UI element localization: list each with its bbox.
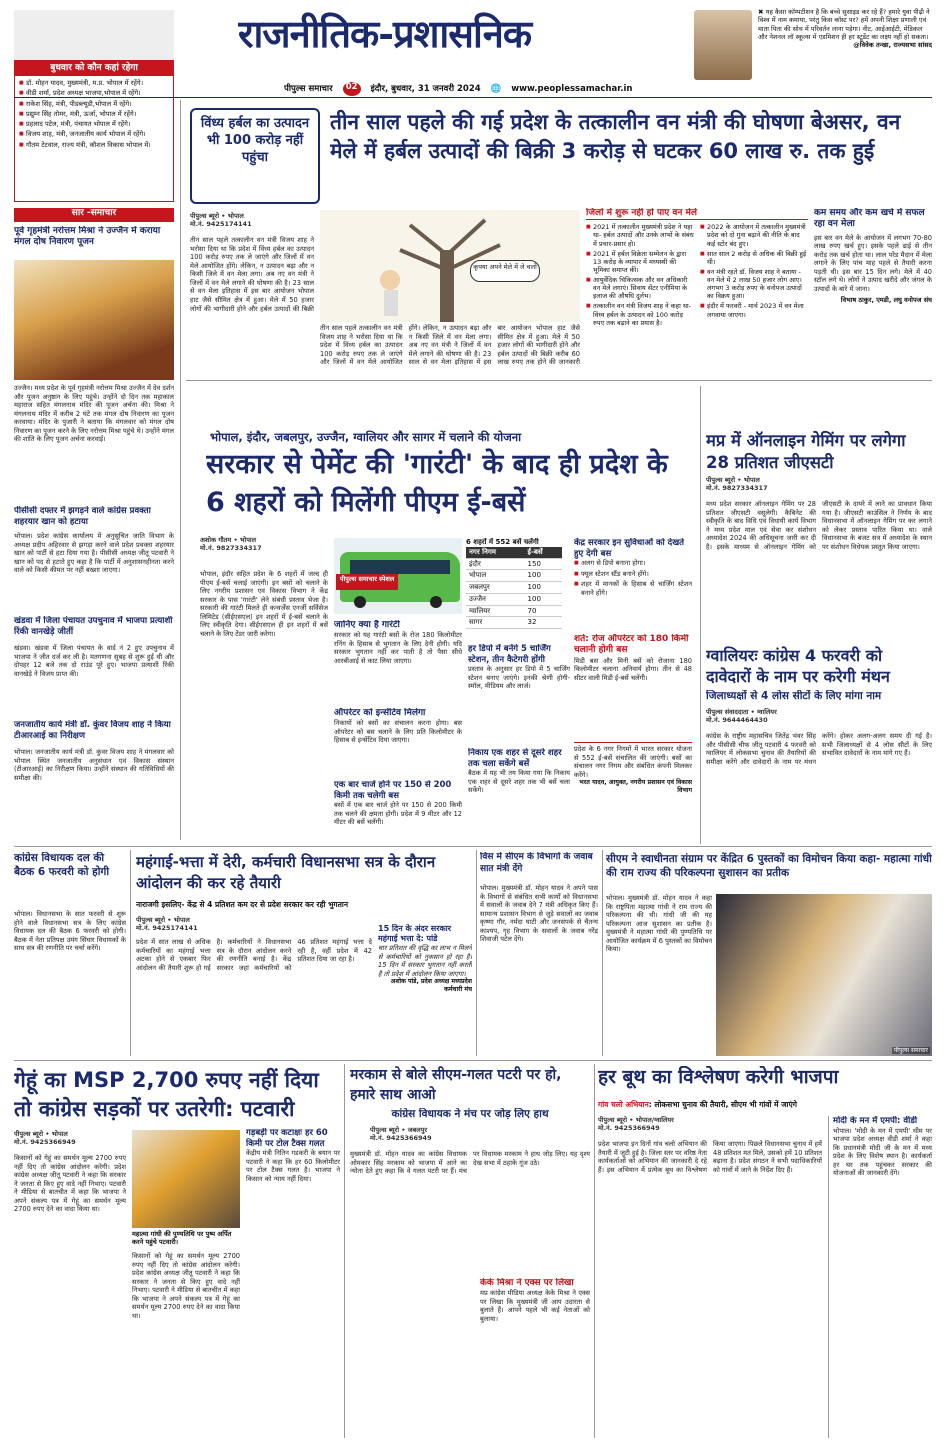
column-rule bbox=[130, 850, 131, 1056]
table-cell: 100 bbox=[525, 582, 562, 594]
facility-item: ■ अलग से डिपो बनाना होगा। bbox=[574, 559, 692, 568]
cong-meeting-body: भोपाल। विधानसभा के सात फरवरी से शुरू होने वाले विधानसभा सत्र के लिए कांग्रेस विधायक दल की बैठक 6 फरवरी को होगी। बैठक में नेता प्रतिपक्ष उमंग सिंघार विधायकों के साथ सत्र की रणनीति पर चर्चा करेंगे। bbox=[14, 910, 126, 953]
schedule-title: बुधवार को कौन कहां रहेगा bbox=[15, 61, 173, 76]
table-cell: सागर bbox=[466, 617, 525, 629]
wheat-byline: पीपुल्स ब्यूरो • भोपाल bbox=[14, 1130, 68, 1138]
minister-headline: विस में सीएम के विभागों के जवाब सात मंत्री देंगे bbox=[480, 852, 593, 874]
schedule-item: ■ गौतम टेटवाल, राज्य मंत्री, कौशल विकास भोपाल में। bbox=[19, 141, 169, 149]
markam-body: मुख्यमंत्री डॉ. मोहन यादव का कांग्रेस विधायक ओमकार सिंह मरकाम को भाजपा में आने का न्योता देते हुए कहा कि वे गलत पटरी पर हैं। मंच पर विधायक मरकाम ने हाथ जोड़ लिए। यह दृश्य देख सभा में ठहाके गूंज उठे। bbox=[350, 1150, 590, 1176]
gwalior-body: कांग्रेस के राष्ट्रीय महासचिव जितेंद्र भंवर सिंह और पीसीसी चीफ जीतू पटवारी 4 फरवरी को ग्वालियर में लोकसभा चुनाव की तैयारियों की समीक्षा करेंगे और दावेदारों के नाम पर मंथन करेंगे। होकर अलग-अलग समय दी गई है। सभी जिलाध्यक्षों से 4 लोस सीटों के लिए संभावित दावेदारों के नाम मांगे गए हैं। bbox=[706, 732, 932, 766]
booth-box bbox=[828, 1116, 932, 1438]
charge-heading: एक बार चार्ज होने पर 150 से 200 किमी तक चलेगी बस bbox=[334, 780, 452, 801]
condition-heading: शर्त: रोज ऑपरेटर को 180 किमी चलानी होगी बस bbox=[574, 634, 689, 656]
lead-byline-box bbox=[190, 212, 310, 234]
da-byline-box bbox=[136, 916, 236, 936]
table-header: नगर निगम bbox=[466, 547, 525, 558]
bus-wheel bbox=[430, 596, 442, 608]
table-cell: 150 bbox=[525, 558, 562, 570]
table-cell: 32 bbox=[525, 617, 562, 629]
condition-body: मिडी बस और मिनी बसें को रोजाना 180 किलोमीटर चलाना अनिवार्य होगा। तीन से 48 सीटर वाली मिडी ई-बसें चलेंगी। bbox=[574, 656, 692, 682]
incentive-box bbox=[334, 708, 462, 778]
wheat-body: किसानों को गेहूं का समर्थन मूल्य 2700 रुपए नहीं दिए तो कांग्रेस आंदोलन करेगी। प्रदेश कांग्रेस अध्यक्ष जीतू पटवारी ने कहा कि सरकार ने जनता से किए हुए वादे नहीं निभाए। पटवारी ने मीडिया से बातचीत में कहा कि भाजपा ने अपने संकल्प पत्र में गेहूं का समर्थन मूल्य 2700 रुपए देने का वादा किया था। bbox=[14, 1154, 126, 1214]
ebus-body: भोपाल, इंदौर सहित प्रदेश के 6 शहरों में जल्द ही पीएम ई-बसें चलाई जाएंगी। इन बसों को चलाने के लिए नगरीय प्रशासन एवं विकास विभाग ने केंद्र सरकार के पास 'गारंटी' लेने संबंधी प्रस्ताव भेजा है। सरकारी की गारंटी मिलते ही कन्वर्जेंस एनर्जी सर्विसेज लिमिटेड (सीईएसएल) इन शहरों में ई-बसें चलाने के लिए स्वीकृति देगा। सीईएसएल ही इन शहरों में बसें चलाने के लिए टेंडर जारी करेगा। bbox=[200, 570, 328, 638]
gwalior-byline: पीपुल्स संवाददाता • ग्वालियर bbox=[706, 708, 777, 716]
wheat-headline: गेहूं का MSP 2,700 रुपए नहीं दिया तो कांग्रेस सड़कों पर उतरेगी: पटवारी bbox=[14, 1068, 319, 1121]
da-mobile: मो.नं. 9425174141 bbox=[136, 924, 198, 933]
gaming-byline: पीपुल्स ब्यूरो • भोपाल bbox=[706, 476, 760, 484]
dateline: इंदौर, बुधवार, 31 जनवरी 2024 bbox=[370, 83, 481, 94]
books-headline: सीएम ने स्वाधीनता संग्राम पर केंद्रित 6 पुस्तकों का विमोचन किया कहा- महात्मा गांधी की राम राज्य की परिकल्पना सुशासन का प्रतीक bbox=[606, 853, 932, 880]
booth-box-heading: मोदी के मन में एमपी: वीडी bbox=[833, 1116, 918, 1126]
lead-body-2: तीन साल पहले तत्कालीन वन मंत्री विजय शाह ने भरोसा दिया था कि प्रदेश में विंध्य हर्बल का उत्पादन 100 करोड़ रुपए तक ले जाएंगे और जिलों में वन मेले आयोजित होंगे। लेकिन, न उत्पादन बढ़ा और न किसी जिले में वन मेला लगा। अब नए वन मंत्री ने जिलों में वन मेले लगाने की घोषणा की है। 23 साल से वन मेला इतिहास में इस बार आयोजन भोपाल हाट जैसे सीमित क्षेत्र में हुआ। मेले में 50 हजार लोगों की भागीदारी होने और हर्बल उत्पादों की बिक्री करीब 60 लाख रुपए तक होने की जानकारी bbox=[320, 324, 580, 367]
brief1-body: उज्जैन। मध्य प्रदेश के पूर्व गृहमंत्री नरोत्तम मिश्रा उज्जैन में देव दर्शन और पूजन अनुष्ठान के लिए पहुंचे। उन्होंने दो दिन तक महाकाल महाराज सहित मंगलनाथ मंदिर की पूजन अर्चना की। मिश्रा ने मंगलनाथ मंदिर में करीब 2 घंटे तक मंगल दोष निवारण का पूजन करवाया। मंदिर के पुजारी ने बताया कि मंगलवार को मंगल दोष निवारण का पूजन करने के लिए नरोत्तम मिश्रा पहुंचे थे। उन्होंने मंगल की शांति के लिए पूजन अर्चना करवाई। bbox=[14, 384, 174, 444]
markam-box bbox=[480, 1278, 590, 1398]
side-body: इस बार वन मेले के आयोजन में लगभग 70-80 लाख रुपए खर्च हुए। इसके पहले ढाई से तीन करोड़ तक खर्च होता था। लाल परेड मैदान में मेला लगाने के लिए पांच माह पहले से तैयारी करना पड़ती थी। इस बार 15 दिन लगे। मेले में 40 स्टॉल लगे थे। लोगों ने उत्पाद खरीदे और जंगल के उत्पादों के बारे में जाना। bbox=[814, 233, 932, 293]
intercity-body: बैठक में यह भी तय किया गया कि निकाय एक शहर से दूसरे शहर तक भी बसें चला सकेंगे। bbox=[468, 769, 570, 795]
facility-item: ■ शहर में मानकों के हिसाब से चार्जिंग स्टेशन बनाने होंगे। bbox=[574, 580, 692, 597]
bus-wheel bbox=[354, 596, 366, 608]
special-label: पीपुल्स समाचार स्पेशल bbox=[336, 574, 398, 590]
gaming-headline: मप्र में ऑनलाइन गेमिंग पर लगेगा 28 प्रतिशत जीएसटी bbox=[706, 431, 906, 472]
quote-text: यह कैसा कॉम्पटीशन है कि बच्चे सुसाइड कर रहे हैं? हमारे युवा पीढ़ी ने विश्व में नाम कमाया, परंतु किस कॉस्ट पर? हमें अपनी शिक्षा प्रणाली एवं माता पिता की सोच में परिवर्तन लाना पड़ेगा। नीट, आईआईटी, मेडिकल और नेशनल लॉ स्कूल्स में एडमिशन ही हर स्टूडेंट का लक्ष्य नहीं हो सकता। bbox=[758, 8, 930, 41]
brief4-headline: जनजातीय कार्य मंत्री डॉ. कुंवर विजय शाह ने किया टीआरआई का निरीक्षण bbox=[14, 720, 171, 741]
brief3-body: खंडवा। खंडवा में जिला पंचायत के वार्ड नं 2 हुए उपचुनाव में भाजपा ने जीत दर्ज कर ली है। मतगणना सुबह से शुरू हुई थी और दोपहर 12 बजे तक दो राउंड पूरे हुए। भाजपा प्रत्याशी रिंकी वानखेड़े ने विजय प्राप्त की। bbox=[14, 644, 174, 678]
books-photo bbox=[716, 894, 932, 1056]
lead-kicker: विंध्य हर्बल का उत्पादन भी 100 करोड़ नहीं पहुंचा bbox=[190, 108, 320, 204]
schedule-item: ■ प्रहलाद पटेल, मंत्री, पंचायत भोपाल में रहेंगे। bbox=[19, 120, 169, 128]
points-heading: जिलों में शुरू नहीं हो पाए वन मेले bbox=[586, 208, 808, 220]
column-rule bbox=[180, 100, 181, 840]
da-subhead: नाराजगी इसलिए- केंद्र से 4 प्रतिशत कम दर से प्रदेश सरकार कर रही भुगतान bbox=[136, 900, 349, 909]
markam-subhead: कांग्रेस विधायक ने मंच पर जोड़ लिए हाथ bbox=[391, 1108, 549, 1120]
website: www.peoplessamachar.in bbox=[511, 83, 633, 94]
gwalior-subhead: जिलाध्यक्षों से 4 लोस सीटों के लिए मांगा नाम bbox=[706, 690, 882, 702]
table-cell: भोपाल bbox=[466, 570, 525, 582]
depot-box bbox=[468, 644, 570, 746]
wheat-photo bbox=[132, 1130, 240, 1228]
ebus-table-box bbox=[466, 538, 562, 638]
minister-body: भोपाल। मुख्यमंत्री डॉ. मोहन यादव ने अपने पास के विभागों से संबंधित सभी कार्यों को विधानसभा में सवालों के जवाब देने 7 मंत्री अधिकृत किए हैं। सामान्य प्रशासन विभाग से जुड़े सवालों का जवाब कृष्णा गौर, नर्मदा घाटी और जनसंपर्क से चैतन्य काश्यप, गृह विभाग के सवालों के जवाब नरेंद्र शिवाजी पटेल देंगे। bbox=[480, 884, 598, 944]
condition-box bbox=[574, 634, 692, 738]
paper-name: पीपुल्स समाचार bbox=[284, 83, 333, 94]
brief3-headline: खंडवा में जिला पंचायत उपचुनाव में भाजपा प्रत्याशी रिंकी वानखेड़े जीतीं bbox=[14, 616, 173, 637]
saar-label: सार -समाचार bbox=[14, 208, 174, 222]
bus-windows bbox=[350, 560, 450, 574]
schedule-box bbox=[14, 60, 174, 202]
incentive-heading: ऑपरेटर को इन्सेंटिव मिलेगा bbox=[334, 708, 426, 718]
section-rule bbox=[186, 380, 932, 381]
brief2-body: भोपाल। प्रदेश कांग्रेस कार्यालय में अनुसूचित जाति विभाग के अध्यक्ष प्रदीप अहिरवार से झगड़ा करने वाले प्रदेश प्रवक्ता शहरयार खान को पार्टी से हटा दिया गया है। पीसीसी अध्यक्ष जीतू पटवारी ने खान को पद से हटाते हुए कहा है कि पार्टी में अनुशासनहीनता करने वाले को किसी कीमत पर नहीं बख्शा जाएगा। bbox=[14, 532, 174, 575]
brief4-body: भोपाल। जनजातीय कार्य मंत्री डॉ. कुंवर विजय शाह ने मंगलवार को भोपाल स्थित जनजातीय अनुसंधान एवं विकास संस्थान (टीआरआई) का निरीक्षण किया। उन्होंने संस्थान की गतिविधियों की समीक्षा की। bbox=[14, 748, 174, 782]
gwalior-mobile: मो.नं. 9644464430 bbox=[706, 716, 768, 725]
ebus-mobile: मो.नं. 9827334317 bbox=[200, 544, 262, 553]
booth-subhead: : लोकसभा चुनाव की तैयारी, सीएम भी गांवों में जाएंगे bbox=[648, 1100, 797, 1109]
wheat-photo-caption: महात्मा गांधी की पुण्यतिथि पर पुष्प अर्पित करने पहुंचे पटवारी। bbox=[132, 1230, 232, 1247]
ebus-byline-box bbox=[200, 536, 310, 558]
quote-author: @विवेक तन्खा, राज्यसभा सांसद bbox=[853, 41, 932, 50]
column-rule bbox=[700, 386, 701, 844]
markam-box-body: मप्र कांग्रेस मीडिया अध्यक्ष केके मिश्रा ने एक्स पर लिखा कि मुख्यमंत्री जी आप उदारता से बुलाते हैं। आपने पहले भी कई नेताओं को बुलाया। bbox=[480, 1289, 590, 1323]
table-cell: ग्वालियर bbox=[466, 605, 525, 617]
column-rule bbox=[476, 850, 477, 1056]
da-body: प्रदेश में सात लाख से अधिक कर्मचारियों का महंगाई भत्ता अटका होने से एकबार फिर आंदोलन की तैयारी शुरू हो गई है। कर्मचारियों ने विधानसभा सत्र के दौरान आंदोलन करने की रणनीति बनाई है। केंद्र सरकार जहां कर्मचारियों को 46 प्रतिशत महंगाई भत्ता दे रही है, वहीं प्रदेश में 42 प्रतिशत दिया जा रहा है। bbox=[136, 938, 372, 972]
side-signature: विभाष ठाकुर, एमडी, लघु वनोपज संघ bbox=[840, 296, 932, 305]
booth-subhead-label: गांव चलो अभियान bbox=[598, 1100, 649, 1109]
lead-side-box bbox=[814, 208, 932, 374]
books-body: भोपाल। मुख्यमंत्री डॉ. मोहन यादव ने कहा कि राष्ट्रपिता महात्मा गांधी ने राम राज्य की परिकल्पना की थी। गांधी जी की यह परिकल्पना आज सुशासन का प्रतीक है। मुख्यमंत्री ने महात्मा गांधी की पुण्यतिथि पर आयोजित कार्यक्रम में 6 पुस्तकों का विमोचन किया। bbox=[606, 894, 712, 954]
point-item: ■ इंदौर में फरवरी - मार्च 2023 में वन मेला लगवाया जाएगा। bbox=[700, 302, 808, 318]
lead-byline: पीपुल्स ब्यूरो • भोपाल bbox=[190, 212, 244, 220]
incentive-body: निकायों को बसों का संचालन करना होगा। बस ऑपरेटर को बस चलाने के लिए प्रति किलोमीटर के हिसाब से इन्सेंटिव दिया जाएगा। bbox=[334, 719, 462, 745]
point-item: ■ तत्कालीन वन मंत्री विजय शाह ने कहा था- विंध्य हर्बल के उत्पादन को 100 करोड़ रुपए तक बढ़ाने का प्रयास है। bbox=[586, 302, 694, 326]
booth-subhead-row bbox=[598, 1100, 932, 1112]
intercity-heading: निकाय एक शहर से दूसरे शहर तक चला सकेंगे बसें bbox=[468, 748, 562, 769]
lead-points-box bbox=[586, 208, 808, 374]
ebus-headline: सरकार से पेमेंट की 'गारंटी' के बाद ही प्रदेश के 6 शहरों को मिलेंगी पीएम ई-बसें bbox=[206, 449, 668, 519]
point-item: ■ 2022 के आयोजन में तत्कालीन मुख्यमंत्री प्रदेश को दो गुना बढ़ाने की नीति के बाद कई स्टोर बंद हुए। bbox=[700, 223, 808, 247]
guarantee-body: सरकार को यह गारंटी बसों के रोज 180 किलोमीटर रनिंग के हिसाब से भुगतान के लिए देनी होगी। यदि सरकार भुगतान नहीं कर पाती है तो पैसा सीधे आरबीआई से काट लिया जाएगा। bbox=[334, 631, 462, 665]
table-row bbox=[466, 593, 562, 605]
booth-mobile: मो.नं. 9425366949 bbox=[598, 1124, 660, 1133]
depot-body: प्रस्ताव के अनुसार हर डिपो में 5 चार्जिंग स्टेशन बनाए जाएंगे। इनकी श्रेणी होगी- स्मॉल, मीडियम और लार्ज। bbox=[468, 665, 570, 691]
da-box-body: चार प्रतिशत की वृद्धि का लाभ न मिलने से कर्मचारियों को नुकसान हो रहा है। 15 दिन में सरकार भुगतान नहीं करती है तो प्रदेश में आंदोलन किया जाएगा। bbox=[378, 944, 472, 978]
table-row bbox=[466, 605, 562, 617]
schedule-list bbox=[15, 76, 173, 154]
schedule-item: ■ डॉ. मोहन यादव, मुख्यमंत्री, म.प्र. भोपाल में रहेंगे। bbox=[19, 79, 169, 87]
facility-heading: केंद्र सरकार इन सुविधाओं को देखते हुए देगी बस bbox=[574, 538, 684, 559]
column-rule bbox=[344, 1064, 345, 1438]
column-rule bbox=[594, 1064, 595, 1438]
facility-box bbox=[574, 538, 692, 632]
gaming-byline-box bbox=[706, 476, 816, 498]
official-quote-author: भरत यादव, आयुक्त, नगरीय प्रशासन एवं विकास विभाग bbox=[579, 779, 692, 795]
cong-meeting-headline: कांग्रेस विधायक दल की बैठक 6 फरवरी को होगी bbox=[14, 852, 110, 878]
x-logo-icon: ✖ bbox=[758, 8, 766, 16]
official-quote-box bbox=[574, 742, 692, 842]
guarantee-box bbox=[334, 620, 462, 704]
da-box bbox=[378, 924, 472, 1054]
gwalior-headline: ग्वालियरः कांग्रेस 4 फरवरी को दावेदारों के नाम पर करेगी मंथन bbox=[706, 646, 890, 686]
markam-byline-box bbox=[370, 1126, 480, 1146]
table-cell: जबलपुर bbox=[466, 582, 525, 594]
da-box-signature: अशोक पांडे, प्रदेश अध्यक्ष मध्यप्रदेश कर्मचारी मंच bbox=[390, 978, 472, 993]
table-cell: 100 bbox=[525, 593, 562, 605]
section-title: राजनीतिक-प्रशासनिक bbox=[238, 11, 532, 56]
wheat-byline-box bbox=[14, 1130, 114, 1150]
markam-mobile: मो.नं. 9425366949 bbox=[370, 1134, 432, 1143]
gwalior-byline-box bbox=[706, 708, 836, 730]
booth-headline: हर बूथ का विश्लेषण करेगी भाजपा bbox=[598, 1066, 839, 1088]
markam-headline: मरकाम से बोले सीएम-गलत पटरी पर हो, हमारे साथ आओ bbox=[350, 1067, 562, 1103]
official-quote: प्रदेश के 6 नगर निगमों में भारत सरकार योजना से 552 ई-बसें संचालित की जाएंगी। बसों का संचालन नगर निगम और संबंधित कंपनी मिलकर करेंगे। bbox=[574, 745, 692, 779]
points-list bbox=[586, 223, 808, 327]
booth-byline: पीपुल्स ब्यूरो • भोपाल/ग्वालियर bbox=[598, 1116, 674, 1124]
point-item: ■ आयुर्वेदिक चिकित्सक और वन अधिकारी वन मेले लगाएं। सिवाय सेंटर एनीमिया के इलाज की औषधि दुर्लभ। bbox=[586, 276, 694, 300]
table-row bbox=[466, 570, 562, 582]
point-item: ■ 2021 में हर्बल विक्रेता सम्मेलन के द्वारा 13 करोड़ के व्यापार में मध्यस्थी की भूमिका समाप्त की। bbox=[586, 250, 694, 274]
da-box-heading: 15 दिन के अंदर सरकार महंगाई भत्ता दे: पांडे bbox=[378, 924, 451, 943]
tree-cartoon-icon bbox=[320, 210, 580, 322]
gaming-mobile: मो.नं. 9827334317 bbox=[706, 484, 768, 493]
table-row bbox=[466, 582, 562, 594]
table-cell: 100 bbox=[525, 570, 562, 582]
gaming-body: मध्य प्रदेश सरकार ऑनलाइन गेमिंग पर 28 प्रतिशत जीएसटी वसूलेगी। कैबिनेट की स्वीकृति के बाद विधि एवं विधायी कार्य विभाग ने मध्य प्रदेश माल एवं सेवा कर संशोधन अध्यादेश 2024 की अधिसूचना जारी कर दी है। इसके माध्यम से ऑनलाइन गेमिंग को जीएसटी के दायरे में लाने का प्रावधान किया गया है। जीएसटी काउंसिल ने निर्णय के बाद विधानसभा में ऑनलाइन गेमिंग पर कर लगाने को लेकर प्रस्ताव पारित किया था। वाले विधानसभा के बजट सत्र में अध्यादेश के स्थान पर संशोधन विधेयक प्रस्तुत किया जाएगा। bbox=[706, 500, 932, 551]
table-row bbox=[466, 617, 562, 629]
ebus-byline: अशोक गौतम • भोपाल bbox=[200, 536, 256, 544]
schedule-item: ■ राकेश सिंह, मंत्री, पीडब्ल्यूडी,भोपाल में रहेंगे। bbox=[19, 100, 169, 108]
point-item: ■ वन मंत्री रहते डॉ. विजय शाह ने बताया - वन मेले में 2 लाख 50 हजार लोग आए। लगभग 3 करोड़ रुपए के वनोपज उत्पादों का विक्रय हुआ। bbox=[700, 268, 808, 301]
puja-photo bbox=[14, 260, 174, 380]
schedule-item: ■ वीडी शर्मा, प्रदेश अध्यक्ष भाजपा,भोपाल में रहेंगे। bbox=[19, 89, 169, 97]
lead-headline: तीन साल पहले की गई प्रदेश के तत्कालीन वन मंत्री की घोषणा बेअसर, वन मेले में हर्बल उत्पादों की बिक्री 3 करोड़ से घटकर 60 लाख रु. तक हुई bbox=[330, 110, 901, 163]
quote-box bbox=[758, 8, 932, 98]
portrait-photo bbox=[694, 10, 752, 80]
table-cell: इंदौर bbox=[466, 558, 525, 570]
bus-photo bbox=[334, 538, 462, 614]
booth-body: प्रदेश भाजपा इन दिनों गांव चलो अभियान की तैयारी में जुटी हुई है। जिला स्तर पर वरिष्ठ नेता कार्यकर्ताओं को अभियान की जानकारी दे रहे हैं। इस अभियान में प्रत्येक बूथ का विश्लेषण किया जाएगा। पिछले विधानसभा चुनाव में हमें 48 प्रतिशत मत मिले, उसको हमें 10 प्रतिशत बढ़ाना है। प्रदेश संगठन ने सभी पदाधिकारियों को गांवों में जाने के निर्देश दिए हैं। bbox=[598, 1140, 822, 1174]
guarantee-heading: जानिए क्या है गारंटी bbox=[334, 620, 400, 630]
wheat-mobile: मो.नं. 9425366949 bbox=[14, 1138, 76, 1147]
cartoon bbox=[320, 210, 580, 322]
photo-credit: पीपुल्स समाचार bbox=[893, 1046, 928, 1054]
section-rule bbox=[14, 1060, 932, 1061]
ebus-kicker: भोपाल, इंदौर, जबलपुर, उज्जैन, ग्वालियर और सागर में चलाने की योजना bbox=[210, 430, 522, 444]
wheat-side-heading: गड़बड़ी पर कटाक्षः हर 60 किमी पर टोल टैक्स गलत bbox=[246, 1128, 328, 1149]
page-number: 02 bbox=[343, 82, 361, 96]
table-row bbox=[466, 558, 562, 570]
table-header: ई-बसें bbox=[525, 547, 562, 558]
lead-mobile: मो.नं. 9425174141 bbox=[190, 220, 252, 229]
brief1-headline: पूर्व गृहमंत्री नरोत्तम मिश्रा ने उज्जैन में कराया मंगल दोष निवारण पूजन bbox=[14, 226, 161, 248]
wheat-body-2: किसानों को गेहूं का समर्थन मूल्य 2700 रुपए नहीं दिए तो कांग्रेस आंदोलन करेगी। प्रदेश कांग्रेस अध्यक्ष जीतू पटवारी ने कहा कि सरकार ने जनता से किए हुए वादे नहीं निभाए। पटवारी ने मीडिया से बातचीत में कहा कि भाजपा ने अपने संकल्प पत्र में गेहूं का समर्थन मूल्य 2700 रुपए देने का वादा किया था। bbox=[132, 1252, 240, 1320]
markam-byline: पीपुल्स ब्यूरो • जबलपुर bbox=[370, 1126, 427, 1134]
table-heading: 6 शहरों में 552 बसें चलेंगी bbox=[466, 538, 539, 546]
point-item: ■ 2021 में तत्कालीन मुख्यमंत्री प्रदेश ने यहा था- हर्बल उत्पादों और उनके लाभों के संबंध में प्रचार-प्रसार हो। bbox=[586, 223, 694, 247]
table-cell: उज्जैन bbox=[466, 593, 525, 605]
dateline-bar bbox=[284, 82, 744, 96]
point-item: ■ सात साल 2 करोड़ से अधिक की बिक्री हुई थी। bbox=[700, 250, 808, 266]
depot-heading: हर डिपो में बनेंगे 5 चार्जिंग स्टेशन, तीन कैटेगरी होंगी bbox=[468, 644, 551, 665]
ebus-table bbox=[466, 547, 562, 629]
section-rule bbox=[14, 846, 932, 847]
booth-box-body: भोपाल। 'मोदी के मन में एमपी' थीम पर भाजपा प्रदेश अध्यक्ष वीडी शर्मा ने कहा कि प्रधानमंत्री मोदी जी के मन में मध्य प्रदेश के लिए विशेष स्थान है। कार्यकर्ता हर घर तक पहुंचकर सरकार की योजनाओं की जानकारी देंगे। bbox=[833, 1126, 932, 1178]
facility-item: ■ फ्यूल स्टेशन स्टैंड बनाने होंगे। bbox=[574, 570, 692, 579]
wheat-side-body: केंद्रीय मंत्री नितिन गडकरी के बयान पर पटवारी ने कहा कि हर 60 किलोमीटर पर टोल टैक्स गलत है। भाजपा ने किसान को न्याय नहीं दिया। bbox=[246, 1149, 340, 1183]
schedule-item: ■ विजय शाह, मंत्री, जनजातीय कार्य भोपाल में रहेंगे। bbox=[19, 130, 169, 138]
schedule-item: ■ प्रद्युम्न सिंह तोमर, मंत्री, ऊर्जा, भोपाल में रहेंगे। bbox=[19, 110, 169, 118]
da-headline: महंगाई-भत्ता में देरी, कर्मचारी विधानसभा सत्र के दौरान आंदोलन की कर रहे तैयारी bbox=[136, 853, 436, 893]
booth-byline-box bbox=[598, 1116, 728, 1136]
da-byline: पीपुल्स ब्यूरो • भोपाल bbox=[136, 916, 190, 924]
charge-body: बसों में एक बार चार्ज होने पर 150 से 200 किमी तक चलने की क्षमता होगी। प्रदेश में 9 मीटर और 12 मीटर की बसें चलेंगी। bbox=[334, 801, 462, 827]
intercity-box bbox=[468, 748, 570, 844]
lead-body-1: तीन साल पहले तत्कालीन वन मंत्री विजय शाह ने भरोसा दिया था कि प्रदेश में विंध्य हर्बल का उत्पादन 100 करोड़ रुपए तक ले जाएंगे और जिलों में वन मेले आयोजित होंगे। लेकिन, न उत्पादन बढ़ा और न किसी जिले में वन मेला लगा। अब नए वन मंत्री ने जिलों में वन मेले लगाने की घोषणा की है। 23 साल से वन मेला इतिहास में इस बार आयोजन भोपाल हाट जैसे सीमित क्षेत्र में हुआ। मेले में 50 हजार लोगों की भागीदारी होने और हर्बल उत्पादों की बिक्री bbox=[190, 236, 314, 313]
column-rule bbox=[602, 850, 603, 1056]
facility-list bbox=[574, 559, 692, 597]
markam-box-heading: केके मिश्रा ने एक्स पर लिखा bbox=[480, 1278, 574, 1288]
side-heading: कम समय और कम खर्च में सफल रहा वन मेला bbox=[814, 208, 925, 230]
globe-icon: 🌐 bbox=[490, 83, 502, 94]
cartoon-bubble: कृपया अपने मेले में ले चलो bbox=[470, 260, 540, 282]
brief2-headline: पीसीसी दफ्तर में झगड़ने वाले कांग्रेस प्रवक्ता शहरयार खान को हटाया bbox=[14, 506, 151, 527]
charge-box bbox=[334, 780, 462, 844]
table-cell: 70 bbox=[525, 605, 562, 617]
wheat-side-box bbox=[246, 1128, 340, 1438]
